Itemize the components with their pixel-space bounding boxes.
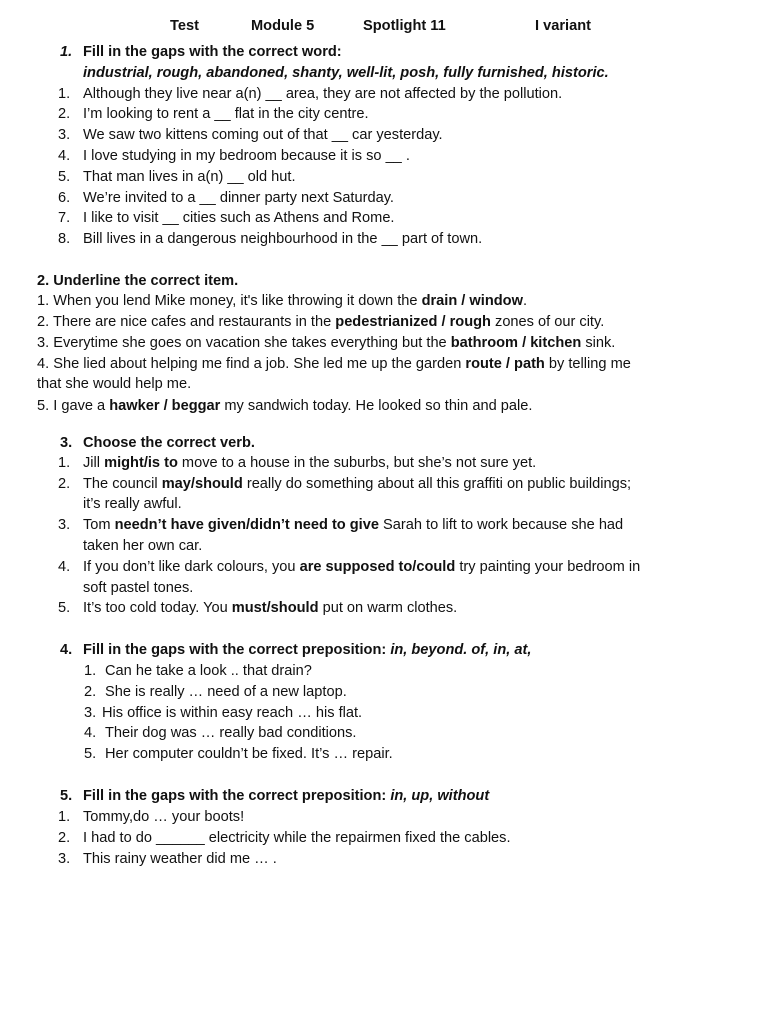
section-1-title: Fill in the gaps with the correct word:: [83, 44, 342, 60]
section-3-item-number: 1.: [58, 455, 71, 471]
section-5-item-number: 1.: [58, 809, 71, 825]
section-3-item-number: 5.: [58, 600, 71, 616]
section-4-item-text: She is really … need of a new laptop.: [105, 684, 347, 700]
section-2-item: [37, 312, 604, 332]
section-1-item-text: I’m looking to rent a __ flat in the city centre.: [83, 106, 369, 122]
item-text: Tom: [83, 517, 115, 533]
item-text-end: put on warm clothes.: [318, 600, 458, 616]
section-4-item-number: 3.: [84, 705, 97, 721]
item-options: must/should: [231, 600, 319, 616]
section-3-item-continuation: soft pastel tones.: [83, 580, 194, 596]
section-4-item-number: 2.: [84, 684, 97, 700]
section-3-item-number: 4.: [58, 559, 71, 575]
item-options: needn’t have given/didn’t need to give: [114, 517, 379, 533]
item-text: It’s too cold today. You: [83, 600, 232, 616]
item-text: If you don’t like dark colours, you: [83, 559, 300, 575]
section-4-word-bank: in, beyond. of, in, at,: [390, 642, 532, 658]
section-4-heading: [83, 640, 531, 660]
section-1-item-text: We saw two kittens coming out of that __ car yesterday.: [83, 127, 443, 143]
item-text-end: zones of our city.: [490, 314, 605, 330]
item-text-end: my sandwich today. He looked so thin and pale.: [220, 398, 533, 414]
section-1-word-bank: industrial, rough, abandoned, shanty, well-lit, posh, fully furnished, historic.: [83, 65, 609, 81]
section-4-item-number: 1.: [84, 663, 97, 679]
section-4-item-text: His office is within easy reach … his flat.: [102, 705, 363, 721]
section-2-item-continuation: that she would help me.: [37, 376, 192, 392]
item-options: bathroom / kitchen: [450, 335, 582, 351]
item-text: 5. I gave a: [37, 398, 110, 414]
section-1-item-number: 1.: [58, 86, 71, 102]
header-test: Test: [170, 18, 199, 34]
section-2-item: [37, 291, 527, 311]
item-options: drain / window: [421, 293, 523, 309]
section-5-number: 5.: [60, 788, 73, 804]
section-1-item-number: 2.: [58, 106, 71, 122]
section-1-item-text: That man lives in a(n) __ old hut.: [83, 169, 296, 185]
section-5-word-bank: in, up, without: [390, 788, 490, 804]
section-5-heading: [83, 786, 489, 806]
section-5-item-text: I had to do ______ electricity while the repairmen fixed the cables.: [83, 830, 511, 846]
section-2-item: [37, 396, 532, 416]
section-3-item-number: 2.: [58, 476, 71, 492]
section-4-number: 4.: [60, 642, 73, 658]
item-text: 3. Everytime she goes on vacation she takes everything but the: [37, 335, 451, 351]
section-1-item-number: 6.: [58, 190, 71, 206]
section-3-item: [83, 515, 623, 535]
header-module: Module 5: [251, 18, 315, 34]
item-text-end: move to a house in the suburbs, but she’s not sure yet.: [177, 455, 537, 471]
item-text: Jill: [83, 455, 105, 471]
section-3-item: [83, 557, 640, 577]
section-2-title: 2. Underline the correct item.: [37, 273, 239, 289]
section-5-title: Fill in the gaps with the correct preposition:: [83, 788, 391, 804]
item-options: may/should: [161, 476, 243, 492]
section-1-item-text: I like to visit __ cities such as Athens and Rome.: [83, 210, 395, 226]
section-1-item-number: 5.: [58, 169, 71, 185]
section-4-title: Fill in the gaps with the correct preposition:: [83, 642, 391, 658]
section-4-item-text: Their dog was … really bad conditions.: [105, 725, 357, 741]
section-2-item: [37, 333, 615, 353]
item-text-end: Sarah to lift to work because she had: [378, 517, 624, 533]
section-4-item-text: Her computer couldn’t be fixed. It’s … repair.: [105, 746, 393, 762]
section-1-item-text: Bill lives in a dangerous neighbourhood in the __ part of town.: [83, 231, 483, 247]
section-3-item-number: 3.: [58, 517, 71, 533]
section-2-item: [37, 354, 631, 374]
item-options: are supposed to/could: [299, 559, 456, 575]
section-1-number: 1.: [60, 44, 73, 60]
section-1-item-text: We’re invited to a __ dinner party next Saturday.: [83, 190, 394, 206]
section-5-item-text: This rainy weather did me … .: [83, 851, 277, 867]
section-3-item: [83, 453, 536, 473]
section-3-item-continuation: taken her own car.: [83, 538, 203, 554]
section-3-item-continuation: it’s really awful.: [83, 496, 182, 512]
section-1-item-number: 8.: [58, 231, 71, 247]
section-4-item-text: Can he take a look .. that drain?: [105, 663, 312, 679]
section-1-item-number: 3.: [58, 127, 71, 143]
section-3-number: 3.: [60, 435, 73, 451]
section-3-item: [83, 474, 631, 494]
item-options: pedestrianized / rough: [335, 314, 491, 330]
section-4-item-number: 4.: [84, 725, 97, 741]
item-text: 2. There are nice cafes and restaurants in the: [37, 314, 336, 330]
header-book: Spotlight 11: [363, 18, 446, 34]
section-5-item-number: 3.: [58, 851, 71, 867]
item-text-end: by telling me: [544, 356, 631, 372]
item-options: route / path: [465, 356, 545, 372]
item-text: The council: [83, 476, 162, 492]
section-3-item: [83, 598, 457, 618]
section-4-item-number: 5.: [84, 746, 97, 762]
section-5-item-number: 2.: [58, 830, 71, 846]
item-options: hawker / beggar: [109, 398, 221, 414]
item-text-end: really do something about all this graffiti on public buildings;: [242, 476, 632, 492]
section-1-item-text: Although they live near a(n) __ area, they are not affected by the pollution.: [83, 86, 563, 102]
section-3-title: Choose the correct verb.: [83, 435, 255, 451]
item-text: 4. She lied about helping me find a job. She led me up the garden: [37, 356, 466, 372]
item-text: 1. When you lend Mike money, it's like throwing it down the: [37, 293, 422, 309]
item-text-end: .: [522, 293, 527, 309]
item-text-end: sink.: [581, 335, 616, 351]
section-5-item-text: Tommy,do … your boots!: [83, 809, 245, 825]
section-1-item-number: 7.: [58, 210, 71, 226]
section-1-item-text: I love studying in my bedroom because it is so __ .: [83, 148, 410, 164]
section-1-item-number: 4.: [58, 148, 71, 164]
header-variant: I variant: [535, 18, 591, 34]
item-options: might/is to: [104, 455, 178, 471]
item-text-end: try painting your bedroom in: [455, 559, 641, 575]
